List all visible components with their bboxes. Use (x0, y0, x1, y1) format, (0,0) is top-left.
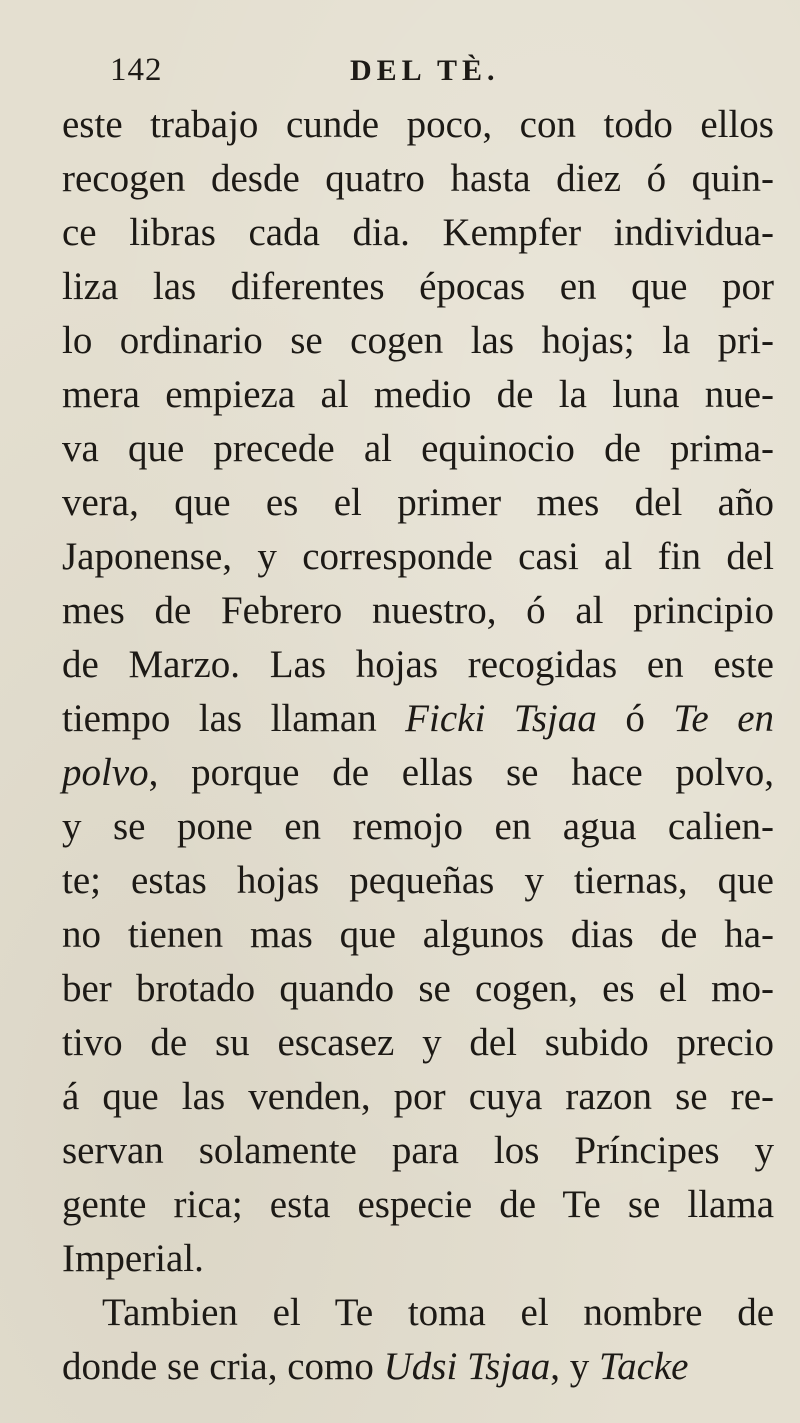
text-line: servan solamente para los Príncipes y (62, 1129, 774, 1172)
text-line: gente rica; esta especie de Te se llama (62, 1183, 774, 1226)
text-line: mes de Febrero nuestro, ó al principio (62, 589, 774, 632)
text-line: de Marzo. Las hojas recogidas en este (62, 643, 774, 686)
text-line: ce libras cada dia. Kempfer individua- (62, 211, 774, 254)
text-line: Tambien el Te toma el nombre de (102, 1291, 774, 1334)
text-line: á que las venden, por cuya razon se re- (62, 1075, 774, 1118)
text-line: liza las diferentes épocas en que por (62, 265, 774, 308)
text-line: te; estas hojas pequeñas y tiernas, que (62, 859, 774, 902)
text-line: polvo, porque de ellas se hace polvo, (62, 751, 774, 794)
text-line: tiempo las llaman Ficki Tsjaa ó Te en (62, 697, 775, 740)
running-head (110, 52, 710, 92)
text-line: no tienen mas que algunos dias de ha- (62, 913, 774, 956)
text-line: lo ordinario se cogen las hojas; la pri- (62, 319, 774, 362)
italic-term: Ficki Tsjaa (405, 697, 597, 740)
text-line: vera, que es el primer mes del año (62, 481, 774, 524)
body-text (62, 98, 774, 1394)
italic-term: Te en (673, 697, 775, 740)
text-line: Imperial. (62, 1237, 204, 1280)
text-line: ber brotado quando se cogen, es el mo- (62, 967, 774, 1010)
text-line: recogen desde quatro hasta diez ó quin- (62, 157, 774, 200)
text-line: donde se cria, como Udsi Tsjaa, y Tacke (62, 1345, 689, 1388)
text-line: este trabajo cunde poco, con todo ellos (62, 103, 774, 146)
page-number: 142 (110, 52, 163, 88)
italic-term: polvo (62, 751, 149, 794)
running-title: DEL TÈ. (350, 54, 500, 87)
italic-term: Tacke (598, 1345, 689, 1388)
italic-term: Udsi Tsjaa (383, 1345, 551, 1388)
text-line: tivo de su escasez y del subido precio (62, 1021, 774, 1064)
text-line: mera empieza al medio de la luna nue- (62, 373, 774, 416)
text-line: Japonense, y corresponde casi al fin del (62, 535, 774, 578)
text-line: va que precede al equinocio de prima- (62, 427, 774, 470)
text-line: y se pone en remojo en agua calien- (62, 805, 774, 848)
